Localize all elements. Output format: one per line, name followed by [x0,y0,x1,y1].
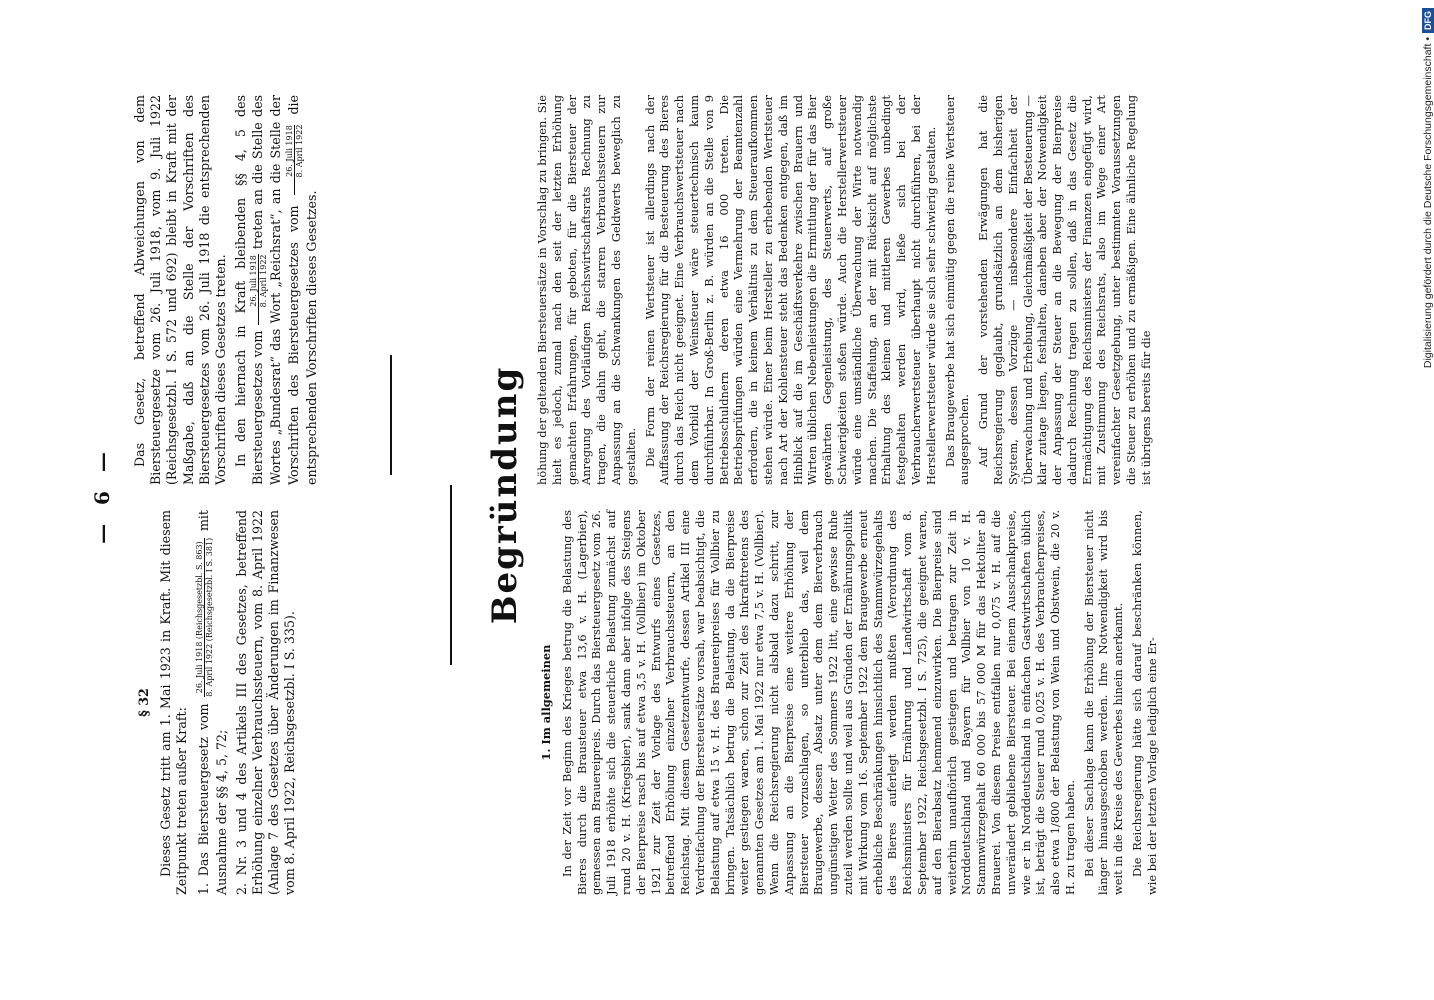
section32-right-p1: Das Gesetz, betreffend Abweichungen von dem Biersteuergesetze vom 26. Juli 1918, vom 9. Juli 1922 (Reichsgesetzbl. I S. 572 und 692) bleibt in Kraft mit der Maßgabe, daß an die Stelle der Vorschriften des Biersteuergesetzes vom 26. Juli 1918 die entsprechenden Vorschriften dieses Gesetzes treten. [132,95,229,485]
item1-prefix: 1. Das Biersteuergesetz vom [195,703,211,895]
right-p2-fraction-2 [285,125,304,196]
begruendung-right-p2: Die Form der reinen Wertsteuer ist allerdings nach der Auffassung der Reichsregierung für die Besteuerung des Bieres durch das Reich nicht geeignet. Eine Verbrauchswertsteuer nach dem Vorbild der Weinsteuer wäre steuertechnisch kaum durchführbar. In Groß-Berlin z. B. würden an die Stelle von 9 Betriebsschuldnern deren etwa 16 000 treten. Die Betriebsprüfungen würden eine Vermehrung der Beamtenzahl erfordern, die in keinem Verhältnis zu dem Steueraufkommen stehen würde. Einer beim Hersteller zu erhebenden Wertsteuer nach Art der Kohlensteuer steht das Bedenken entgegen, daß im Hinblick auf die im Geschäftsverkehre zwischen Brauern und Wirten üblichen Nebenleistungen die Ermittlung der für das Bier gewährten Gegenleistung, des Steuerwerts, auf große Schwierigkeiten stoßen würde. Auch die Herstellerwertsteuer würde eine umständliche Überwachung der Wirte notwendig machen. Die Staffelung, an der mit Rücksicht auf möglichste Erhaltung des kleinen und mittleren Gewerbes unbedingt festgehalten werden wird, ließe sich bei der Verbraucherwertsteuer überhaupt nicht durchführen, bei der Herstellerwertsteuer würde sie sich sehr schwierig gestalten. [642,95,938,485]
right-divider-rule [390,355,392,475]
section32-item2: 2. Nr. 3 und 4 des Artikels III des Gesetzes, betreffend Erhöhung einzelner Verbrauchssteuern, vom 8. April 1922 (Anlage 7 des Gesetzes über Änderungen im Finanzwesen vom 8. April 1922, Reichsgesetzbl. I S. 335). [233,510,298,895]
right-p2-frac2-bottom: 8. April 1922 [294,124,304,178]
left-divider-rule [450,485,452,665]
section-heading: § 32 [136,688,151,717]
right-p2-frac-bottom: 8. April 1922 [259,254,269,308]
item1-suffix: mit Ausnahme der §§ 4, 5, 72; [195,510,229,895]
section32-left-column [132,510,303,895]
begruendung-left-p3: Die Reichsregierung hätte sich darauf beschränken können, wie bei der letzten Vorlage lediglich eine Er- [1130,510,1159,895]
item1-frac-bottom: 8. April 1922 (Reichsgesetzbl. I S. 381) [204,537,214,697]
item1-frac-top: 26. Juli 1918 (Reichsgesetzbl. S. 863) [195,538,205,697]
begruendung-left-p1: In der Zeit vor Beginn des Krieges betrug die Belastung des Bieres durch die Brausteuer etwa 13,6 v. H. (Lagerbier), gemessen am Brauereipreis. Durch das Biersteuergesetz vom 26. Juli 1918 erhöhte sich die steuerliche Belastung zunächst auf rund 20 v. H. (Kriegsbier), sank dann aber infolge des Steigens der Bierpreise rasch bis auf etwa 3,5 v. H. (Vollbier) im Oktober 1921 zur Zeit der Vorlage des Entwurfs eines Gesetzes, betreffend Erhöhung einzelner Verbrauchssteuern, an den Reichstag. Mit diesem Gesetzentwurfe, dessen Artikel III eine Verdreifachung der Biersteuersätze vorsah, war beabsichtigt, die Belastung auf etwa 15 v. H. des Brauereipreises für Vollbier zu bringen. Tatsächlich betrug die Belastung, da die Bierpreise weiter gestiegen waren, schon zur Zeit des Inkrafttretens des genannten Gesetzes am 1. Mai 1922 nur etwa 7,5 v. H. (Vollbier). Wenn die Reichsregierung nicht alsbald dazu schritt, zur Anpassung an die Bierpreise eine weitere Erhöhung der Biersteuer vorzuschlagen, so unterblieb das, weil dem Braugewerbe, dessen Absatz unter dem dem Bierverbrauch ungünstigen Wetter des Sommers 1922 litt, eine gewisse Ruhe zuteil werden sollte und weil aus Gründen der Ernährungspolitik mit Wirkung vom 16. September 1922 dem Braugewerbe erneut erhebliche Beschränkungen hinsichtlich des Stammwürzegehalts des Bieres auferlegt werden mußten (Verordnung des Reichsministers für Ernährung und Landwirtschaft vom 8. September 1922, Reichsgesetzbl. I S. 725), die geeignet waren, auf den Bierabsatz hemmend einzuwirken. Die Bierpreise sind weiterhin unaufhörlich gestiegen und betragen zur Zeit in Norddeutschland und Bayern für Vollbier von 10 v. H. Stammwürzegehalt 60 000 bis 57 000 M für das Hektoliter ab Brauerei. Von diesem Preise entfallen nur 0,075 v. H. auf die unverändert gebliebene Biersteuer. Bei einem Ausschankpreise, wie er in Norddeutschland in einfachen Gastwirtschaften üblich ist, beträgt die Steuer rund 0,025 v. H. des Verbraucherpreises, also etwa 1/800 der Belastung von Wein und Obstwein, die 20 v. H. zu tragen haben. [559,510,1077,895]
begruendung-right-p3: Das Braugewerbe hat sich einmütig gegen die reine Wertsteuer ausgesprochen. [942,95,972,485]
credit-text: Digitalisierung gefördert durch die Deutsche Forschungsgemeinschaft • [1422,37,1434,369]
section32-intro: Dieses Gesetz tritt am 1. Mai 1923 in Kraft. Mit diesem Zeitpunkt treten außer Kraft: [158,510,190,895]
item1-fraction [195,538,214,697]
rotated-page-content [90,95,1300,895]
begruendung-right-p1: höhung der geltenden Biersteuersätze in Vorschlag zu bringen. Sie hielt es jedoch, zumal nach den seit der letzten Erhöhung gemachten Erfahrungen, für geboten, für die Biersteuer der Anregung des Vorläufigen Reichswirtschaftsrats Rechnung zu tragen, die dahin geht, die starren Verbrauchssteuern zur Anpassung an die Schwankungen des Geldwerts beweglich zu gestalten. [535,95,638,485]
begruendung-left-column [535,510,1164,895]
section32-right-p2 [233,95,320,485]
digitization-credit [1416,8,1434,998]
section32-right-column [132,95,324,485]
credit-line [1418,8,1434,998]
begruendung-right-column [535,95,1158,485]
begruendung-subheading: 1. Im allgemeinen [539,644,553,761]
right-p2-mid: treten an die Stelle des Wortes „Bundesrat“ das Wort „Reichsrat“, an die Stelle der Vorschriften des Biersteuergesetzes vom [250,95,301,485]
dfg-logo: DFG [1422,8,1434,33]
begruendung-right-p4: Auf Grund der vorstehenden Erwägungen hat die Reichsregierung geglaubt, grundsätzlich an dem bisherigen System, dessen Vorzüge — insbesondere Einfachheit der Überwachung und Erhebung, Gleichmäßigkeit der Besteuerung — klar zutage liegen, festhalten, daneben aber der Notwendigkeit der Anpassung der Steuer an die Bewegung der Bierpreise dadurch Rechnung tragen zu sollen, daß in das Gesetz die Ermächtigung des Reichsministers der Finanzen eingefügt wird, mit Zustimmung des Reichsrats, also im Wege einer Art vereinfachter Gesetzgebung, unter bestimmten Voraussetzungen die Steuer zu erhöhen und zu ermäßigen. Eine ähnliche Regelung ist übrigens bereits für die [976,95,1153,485]
right-p2-frac2-top: 26. Juli 1918 [285,125,295,196]
begruendung-title: Begründung [485,365,525,625]
right-p2-prefix: In den hiernach in Kraft bleibenden §§ 4, 5 des Biersteuergesetzes vom [233,95,266,485]
right-p2-suffix: die entsprechenden Vorschriften dieses Gesetzes. [285,95,319,485]
section32-item1 [195,510,230,895]
right-p2-frac-top: 26. Juli 1918 [249,254,259,325]
begruendung-left-p2: Bei dieser Sachlage kann die Erhöhung der Biersteuer nicht länger hinausgeschoben werden. Ihre Notwendigkeit wird bis weit in die Kreise des Gewerbes hinein anerkannt. [1081,510,1126,895]
page-number: — 6 — [90,446,114,544]
right-p2-fraction [249,254,268,325]
